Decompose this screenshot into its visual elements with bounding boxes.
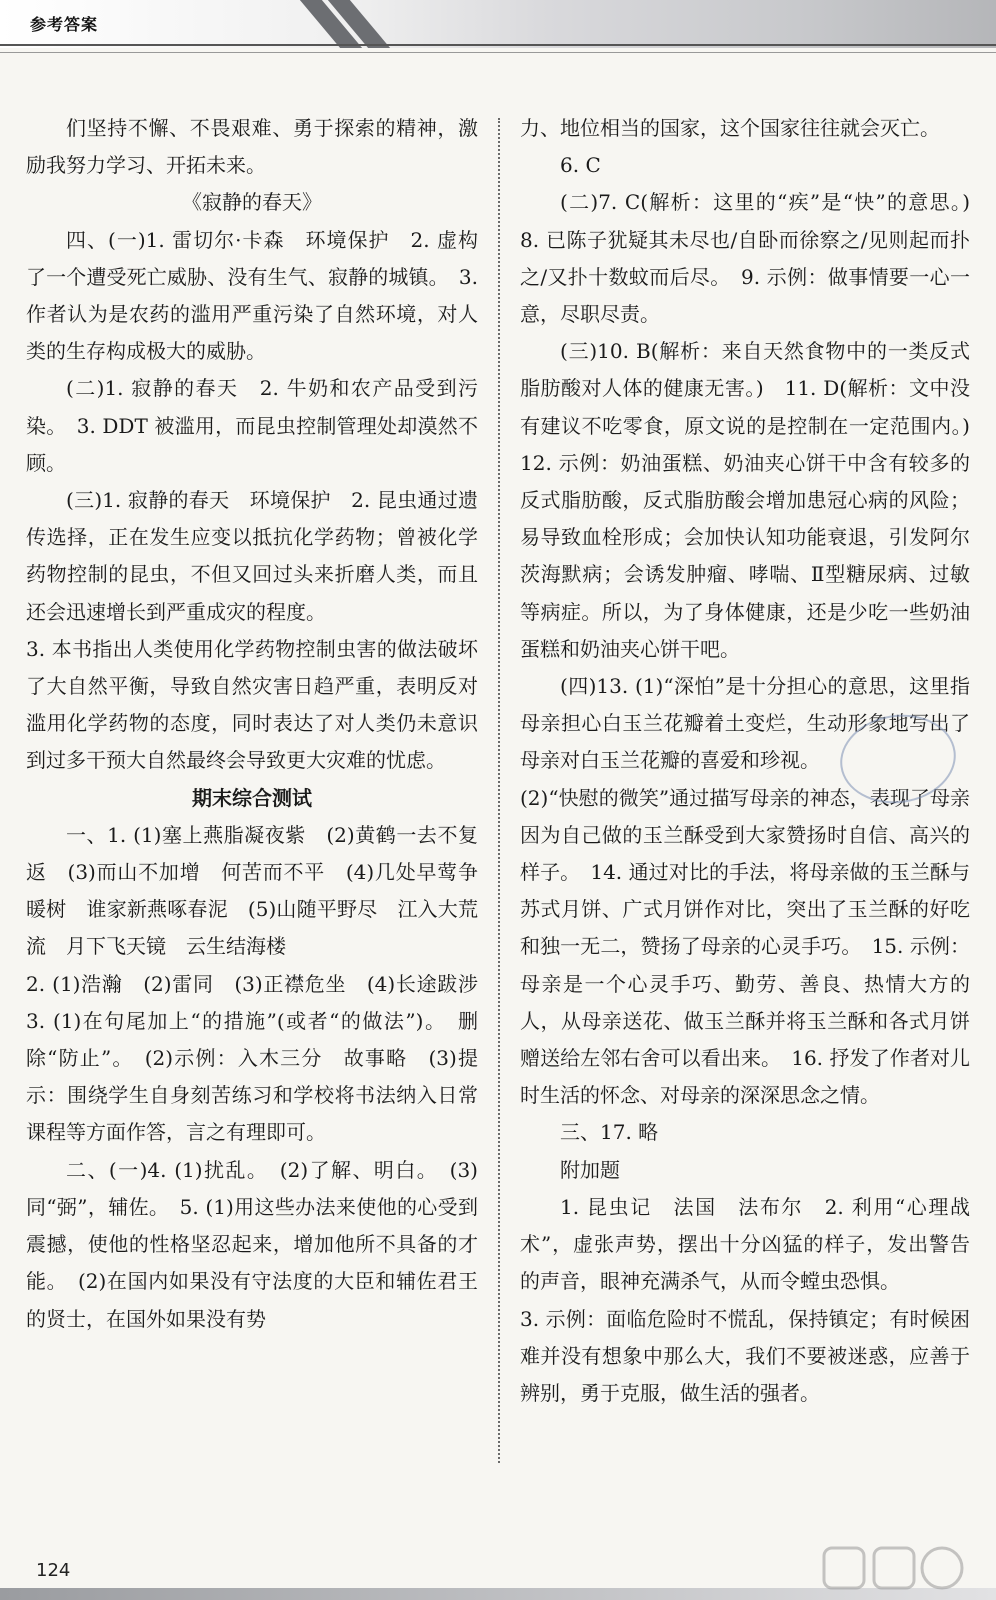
paragraph: (三)1. 寂静的春天 环境保护 2. 昆虫通过遗传选择，正在发生应变以抵抗化学药物；曾被化学药物控制的昆虫，不但又回过头来折磨人类，而且还会迅速增长到严重成灾的程度。 bbox=[26, 488, 478, 624]
header-background bbox=[0, 0, 996, 48]
paragraph: 2. (1)浩瀚 (2)雷同 (3)正襟危坐 (4)长途跋涉 3. (1)在句尾加上“的措施”(或者“的做法”)。 删除“防止”。 (2)示例：入木三分 故事略 (3)提示：围绕学生自身刻苦练习和学校将书法纳入日常课程等方面作答，言之有理即可。 bbox=[26, 971, 498, 1145]
paragraph: 1. 昆虫记 法国 法布尔 2. 利用“心理战术”，虚张声势，摆出十分凶猛的样子，发出警告的声音，眼神充满杀气，从而令螳虫恐惧。 bbox=[520, 1194, 970, 1294]
watermark-logo-icon bbox=[820, 1540, 970, 1598]
paragraph: (二)7. C(解析：这里的“疾”是“快”的意思。) 8. 已陈子犹疑其未尽也/自卧而徐察之/见则起而扑之/又扑十数蚊而后尽。 9. 示例：做事情要一心一意，尽职尽责。 bbox=[520, 190, 990, 327]
column-divider bbox=[498, 118, 500, 1463]
paragraph: 一、1. (1)塞上燕脂凝夜紫 (2)黄鹤一去不复返 (3)而山不加增 何苦而不平 (4)几处早莺争暖树 谁家新燕啄春泥 (5)山随平野尽 江入大荒流 月下飞天镜 云生结海楼 bbox=[26, 822, 478, 959]
paragraph: 三、17. 略 bbox=[560, 1120, 659, 1145]
header-title: 参考答案 bbox=[30, 15, 99, 34]
left-column bbox=[26, 110, 498, 1338]
paragraph: (三)10. B(解析：来自天然食物中的一类反式脂肪酸对人体的健康无害。) 11. D(解析：文中没有建议不吃零食，原文说的是控制在一定范围内。) 12. 示例：奶油蛋糕、奶油夹心饼干中含有较多的反式脂肪酸，反式脂肪酸会增加患冠心病的风险；易导致血栓形成；会加快认知功能衰退，引发阿尔茨海默病；会诱发肿瘤、哮喘、Ⅱ型糖尿病、过敏等病症。所以，为了身体健康，还是少吃一些奶油蛋糕和奶油夹心饼干吧。 bbox=[520, 339, 990, 661]
paragraph: (二)1. 寂静的春天 2. 牛奶和农产品受到污染。 3. DDT 被滥用，而昆虫控制管理处却漠然不顾。 bbox=[26, 376, 478, 475]
header-rule bbox=[0, 44, 996, 53]
page-header bbox=[0, 0, 996, 60]
paragraph: (2)“快慰的微笑”通过描写母亲的神态，表现了母亲因为自己做的玉兰酥受到大家赞扬时自信、高兴的样子。 14. 通过对比的手法，将母亲做的玉兰酥与苏式月饼、广式月饼作对比，突出了玉兰酥的好吃和独一无二，赞扬了母亲的心灵手巧。 15. 示例：母亲是一个心灵手巧、勤劳、善良、热情大方的人，从母亲送花、做玉兰酥并将玉兰酥和各式月饼赠送给左邻右舍可以看出来。 16. 抒发了作者对儿时生活的怀念、对母亲的深深思念之情。 bbox=[520, 785, 970, 1108]
paragraph: 期末综合测试 bbox=[192, 785, 312, 810]
paragraph: 《寂静的春天》 bbox=[182, 190, 322, 215]
paragraph: 力、地位相当的国家，这个国家往往就会灭亡。 bbox=[520, 116, 940, 140]
paragraph: 们坚持不懈、不畏艰难、勇于探索的精神，激励我努力学习、开拓未来。 bbox=[26, 116, 478, 178]
paragraph: 3. 本书指出人类使用化学药物控制虫害的做法破坏了大自然平衡，导致自然灾害日趋严重，表明反对滥用化学药物的态度，同时表达了对人类仍未意识到过多干预大自然最终会导致更大灾难的忧虑。 bbox=[26, 636, 478, 773]
page-number: 124 bbox=[36, 1560, 71, 1581]
paragraph: 6. C bbox=[560, 153, 601, 178]
paragraph: 二、(一)4. (1)扰乱。 (2)了解、明白。 (3)同“弼”，辅佐。 5. (1)用这些办法来使他的心受到震撼，使他的性格坚忍起来，增加他所不具备的才能。 (2)在国内如果没有守法度的大臣和辅佐君王的贤士，在国外如果没有势 bbox=[26, 1157, 478, 1331]
paragraph: 四、(一)1. 雷切尔·卡森 环境保护 2. 虚构了一个遭受死亡威胁、没有生气、寂静的城镇。 3. 作者认为是农药的滥用严重污染了自然环境，对人类的生存构成极大的威胁。 bbox=[26, 227, 478, 364]
paragraph: 附加题 bbox=[560, 1157, 620, 1182]
paragraph: (四)13. (1)“深怕”是十分担心的意思，这里指母亲担心白玉兰花瓣着土变烂，生动形象地写出了母亲对白玉兰花瓣的喜爱和珍视。 bbox=[520, 674, 970, 773]
paragraph: 3. 示例：面临危险时不慌乱，保持镇定；有时候困难并没有想象中那么大，我们不要被迷惑，应善于辨别，勇于克服，做生活的强者。 bbox=[520, 1306, 970, 1405]
